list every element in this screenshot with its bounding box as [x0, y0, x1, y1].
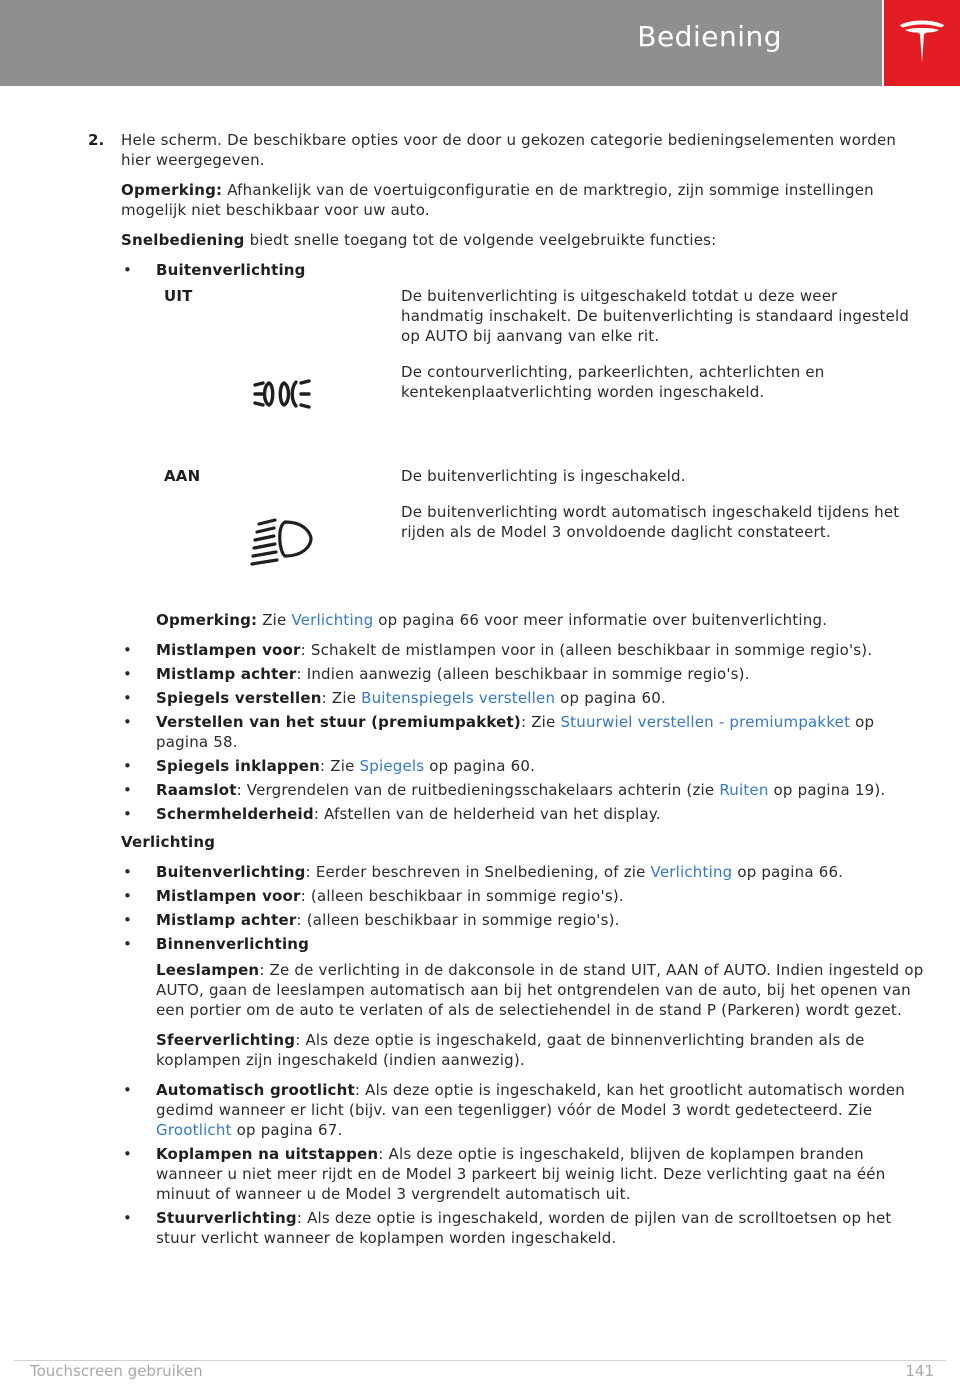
sfeerverlichting-text: : Als deze optie is ingeschakeld, gaat de binnenverlichting branden als de koplampen zijn ingeschakeld (indien aanwezig).	[156, 1031, 865, 1069]
bullet-label: Spiegels verstellen	[156, 689, 322, 707]
section-heading	[121, 832, 928, 852]
brand-logo-box	[884, 0, 960, 86]
bullet-label: Schermhelderheid	[156, 805, 314, 823]
leeslampen-text: : Ze de verlichting in de dakconsole in de stand UIT, AAN of AUTO. Indien ingesteld op AUTO, gaan de leeslampen automatisch aan bij het ontgrendelen van de auto, bij het openen van een portier om de auto te verlaten of als de selectiehendel in de stand P (Parkeren) wordt gezet.	[156, 961, 924, 1019]
bullet-text-post: op pagina 66.	[732, 863, 844, 881]
bullet-dot: •	[123, 1081, 133, 1099]
bullet-item	[121, 756, 928, 776]
bullet-label: Spiegels inklappen	[156, 757, 321, 775]
bullet-text: : Zie	[320, 757, 360, 775]
bullet-item	[121, 862, 928, 882]
table-row	[156, 502, 921, 592]
bullet-item	[121, 640, 928, 660]
leeslampen-label: Leeslampen	[156, 961, 260, 979]
note-text: Afhankelijk van de voertuigconfiguratie en de marktregio, zijn sommige instellingen mogelijk niet beschikbaar voor uw auto.	[121, 181, 874, 219]
bullet-dot: •	[123, 713, 133, 731]
bullet-label: Mistlampen voor	[156, 887, 301, 905]
mode-description: De buitenverlichting wordt automatisch ingeschakeld tijdens het rijden als de Model 3 onvoldoende daglicht constateert.	[401, 503, 900, 541]
bullet-text: : Eerder beschreven in Snelbediening, of zie	[305, 863, 651, 881]
page-title: Bediening	[637, 20, 782, 53]
bullet-dot: •	[123, 1209, 133, 1227]
bullet-text-post: op pagina 60.	[424, 757, 536, 775]
bullet-item	[121, 664, 928, 684]
bullet-text: : Als deze optie is ingeschakeld, blijven de koplampen branden wanneer u niet meer rijdt en de Model 3 parkeert bij weinig licht. Deze verlichting gaat na één minuut of wanneer u de Model 3 vergrendelt automatisch uit.	[156, 1145, 886, 1203]
verlichting-list	[88, 862, 928, 930]
item-text: Hele scherm. De beschikbare opties voor de door u gekozen categorie bedieningselementen worden hier weergegeven.	[121, 131, 897, 169]
bullet-item	[121, 1144, 928, 1204]
bullet-label: Raamslot	[156, 781, 237, 799]
bullet-dot: •	[123, 261, 133, 279]
bullet-dot: •	[123, 1145, 133, 1163]
bullet-text: : Afstellen van de helderheid van het display.	[313, 805, 661, 823]
bullet-text: : Schakelt de mistlampen voor in (alleen beschikbaar in sommige regio's).	[300, 641, 873, 659]
verlichting-list-2	[88, 1080, 928, 1248]
bullet-item	[121, 1208, 928, 1248]
bullet-item	[121, 712, 928, 752]
bullet-text: : Als deze optie is ingeschakeld, worden de pijlen van de scrolltoetsen op het stuur verlicht wanneer de koplampen worden ingeschakeld.	[156, 1209, 892, 1247]
bullet-dot: •	[123, 641, 133, 659]
header-band	[0, 0, 882, 86]
item-number: 2.	[88, 131, 105, 149]
snelbediening-label: Snelbediening	[121, 231, 245, 249]
headlight-auto-icon	[249, 516, 315, 566]
link-verlichting[interactable]: Verlichting	[291, 611, 374, 629]
note-paragraph	[121, 180, 928, 220]
mode-label-uit: UIT	[164, 287, 193, 305]
lighting-table	[156, 286, 921, 592]
mode-description: De contourverlichting, parkeerlichten, achterlichten en kentekenplaatverlichting worden ingeschakeld.	[401, 363, 825, 401]
snelbediening-intro	[121, 230, 928, 250]
mode-label-aan: AAN	[164, 467, 201, 485]
note-label: Opmerking:	[121, 181, 223, 199]
bullet-dot: •	[123, 935, 133, 953]
sfeerverlichting-paragraph	[156, 1030, 928, 1070]
cross-reference-link[interactable]: Verlichting	[650, 863, 733, 881]
bullet-item	[121, 910, 928, 930]
bullet-dot: •	[123, 757, 133, 775]
footer-divider	[14, 1360, 946, 1361]
bullet-text-post: op pagina 67.	[231, 1121, 343, 1139]
leeslampen-paragraph	[156, 960, 928, 1020]
bullet-item	[121, 1080, 928, 1140]
content	[88, 130, 928, 1252]
bullet-dot: •	[123, 689, 133, 707]
bullet-item	[121, 688, 928, 708]
cross-reference-link[interactable]: Spiegels	[359, 757, 425, 775]
bullet-label: Mistlamp achter	[156, 665, 297, 683]
verlichting-heading: Verlichting	[121, 833, 216, 851]
cross-reference-link[interactable]: Buitenspiegels verstellen	[361, 689, 556, 707]
page-number: 141	[905, 1362, 934, 1380]
sfeerverlichting-label: Sfeerverlichting	[156, 1031, 296, 1049]
bullet-item	[121, 804, 928, 824]
bullet-text: : Vergrendelen van de ruitbedieningsschakelaars achterin (zie	[236, 781, 720, 799]
bullet-label: Mistlampen voor	[156, 641, 301, 659]
bullet-label: Buitenverlichting	[156, 261, 306, 279]
bullet-label: Verstellen van het stuur (premiumpakket)	[156, 713, 521, 731]
table-row	[156, 466, 921, 502]
bullet-text-post: op pagina 58.	[156, 713, 875, 751]
table-row	[156, 286, 921, 362]
bullet-text: : Zie	[321, 689, 362, 707]
bullet-text: : Indien aanwezig (alleen beschikbaar in sommige regio's).	[296, 665, 750, 683]
bullet-label: Buitenverlichting	[156, 863, 306, 881]
bullet-label: Stuurverlichting	[156, 1209, 297, 1227]
bullet-item	[121, 780, 928, 800]
numbered-item-2	[88, 130, 928, 170]
bullet-text: : (alleen beschikbaar in sommige regio's).	[300, 887, 624, 905]
bullet-binnenverlichting	[121, 934, 928, 954]
bullet-dot: •	[123, 887, 133, 905]
bullet-item	[121, 886, 928, 906]
bullet-text: : Zie	[520, 713, 561, 731]
cross-reference-link[interactable]: Ruiten	[719, 781, 769, 799]
buitenverlichting-note: Opmerking: Zie Verlichting op pagina 66 voor meer informatie over buitenverlichting.	[156, 611, 828, 629]
bullet-dot: •	[123, 805, 133, 823]
bullet-dot: •	[123, 665, 133, 683]
bullet-label: Mistlamp achter	[156, 911, 297, 929]
bullet-label: Koplampen na uitstappen	[156, 1145, 379, 1163]
cross-reference-link[interactable]: Stuurwiel verstellen - premiumpakket	[560, 713, 851, 731]
parking-lights-icon	[252, 376, 312, 412]
tesla-logo-icon	[897, 17, 947, 69]
mode-description: De buitenverlichting is uitgeschakeld totdat u deze weer handmatig inschakelt. De buitenverlichting is standaard ingesteld op AUTO bij aanvang van elke rit.	[401, 287, 910, 345]
bullet-label: Automatisch grootlicht	[156, 1081, 355, 1099]
bullet-text-post: op pagina 19).	[768, 781, 886, 799]
footer-section-title: Touchscreen gebruiken	[30, 1362, 203, 1380]
bullet-text-post: op pagina 60.	[555, 689, 666, 707]
bullet-dot: •	[123, 911, 133, 929]
bullet-text: : Als deze optie is ingeschakeld, kan het grootlicht automatisch worden gedimd wanneer er licht (bijv. van een tegenligger) vóór de Model 3 wordt gedetecteerd. Zie	[156, 1081, 905, 1119]
snelbediening-list	[88, 640, 928, 824]
bullet-buitenverlichting	[121, 260, 928, 280]
mode-description: De buitenverlichting is ingeschakeld.	[401, 467, 686, 485]
table-row	[156, 362, 921, 466]
note-label: Opmerking:	[156, 611, 258, 629]
bullet-dot: •	[123, 781, 133, 799]
bullet-text: : (alleen beschikbaar in sommige regio's).	[296, 911, 620, 929]
snelbediening-text: biedt snelle toegang tot de volgende veelgebruikte functies:	[244, 231, 717, 249]
cross-reference-link[interactable]: Grootlicht	[156, 1121, 232, 1139]
bullet-label: Binnenverlichting	[156, 935, 310, 953]
bullet-dot: •	[123, 863, 133, 881]
